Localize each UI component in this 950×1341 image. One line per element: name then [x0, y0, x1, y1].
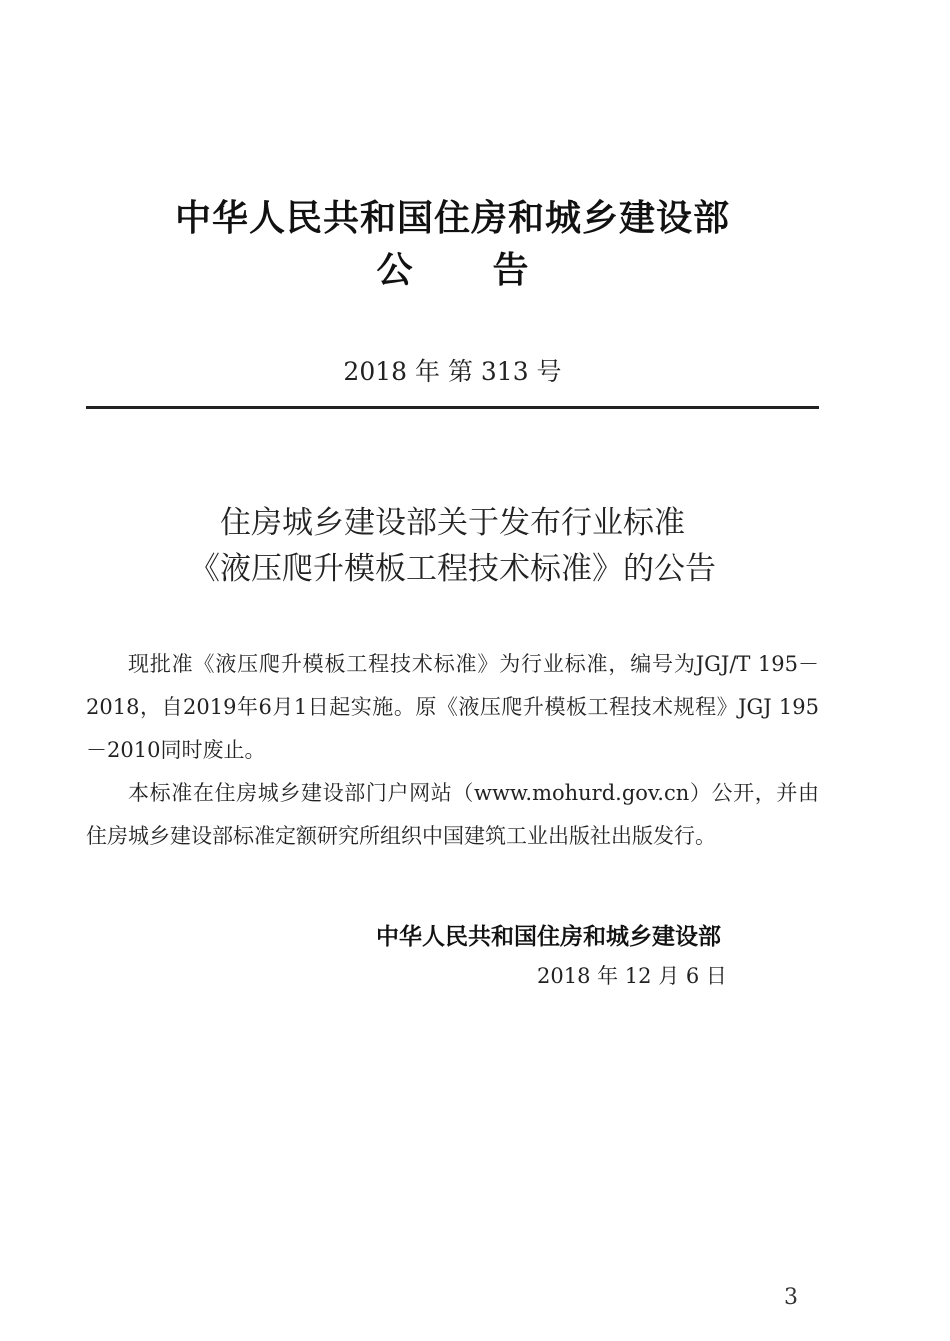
issuer-heading: 中华人民共和国住房和城乡建设部 — [174, 198, 730, 239]
announcement-title-line-1: 住房城乡建设部关于发布行业标准 — [220, 505, 685, 541]
document-type-heading: 公告 — [376, 250, 609, 291]
announcement-body — [86, 643, 819, 858]
document-number: 2018 年 第 313 号 — [343, 357, 562, 386]
body-paragraph-1: 现批准《液压爬升模板工程技术标准》为行业标准，编号为JGJ/T 195－2018，自2019年6月1日起实施。原《液压爬升模板工程技术规程》JGJ 195－2010同时废止。 — [86, 652, 819, 762]
announcement-title — [0, 500, 905, 592]
body-paragraph-2: 本标准在住房城乡建设部门户网站（www.mohurd.gov.cn）公开，并由住房城乡建设部标准定额研究所组织中国建筑工业出版社出版发行。 — [86, 781, 819, 848]
announcement-title-line-2: 《液压爬升模板工程技术标准》的公告 — [189, 551, 716, 587]
signer-name: 中华人民共和国住房和城乡建设部 — [376, 924, 721, 950]
header-divider — [86, 406, 819, 409]
page-number: 3 — [784, 1285, 798, 1310]
signature-date: 2018 年 12 月 6 日 — [537, 964, 727, 988]
